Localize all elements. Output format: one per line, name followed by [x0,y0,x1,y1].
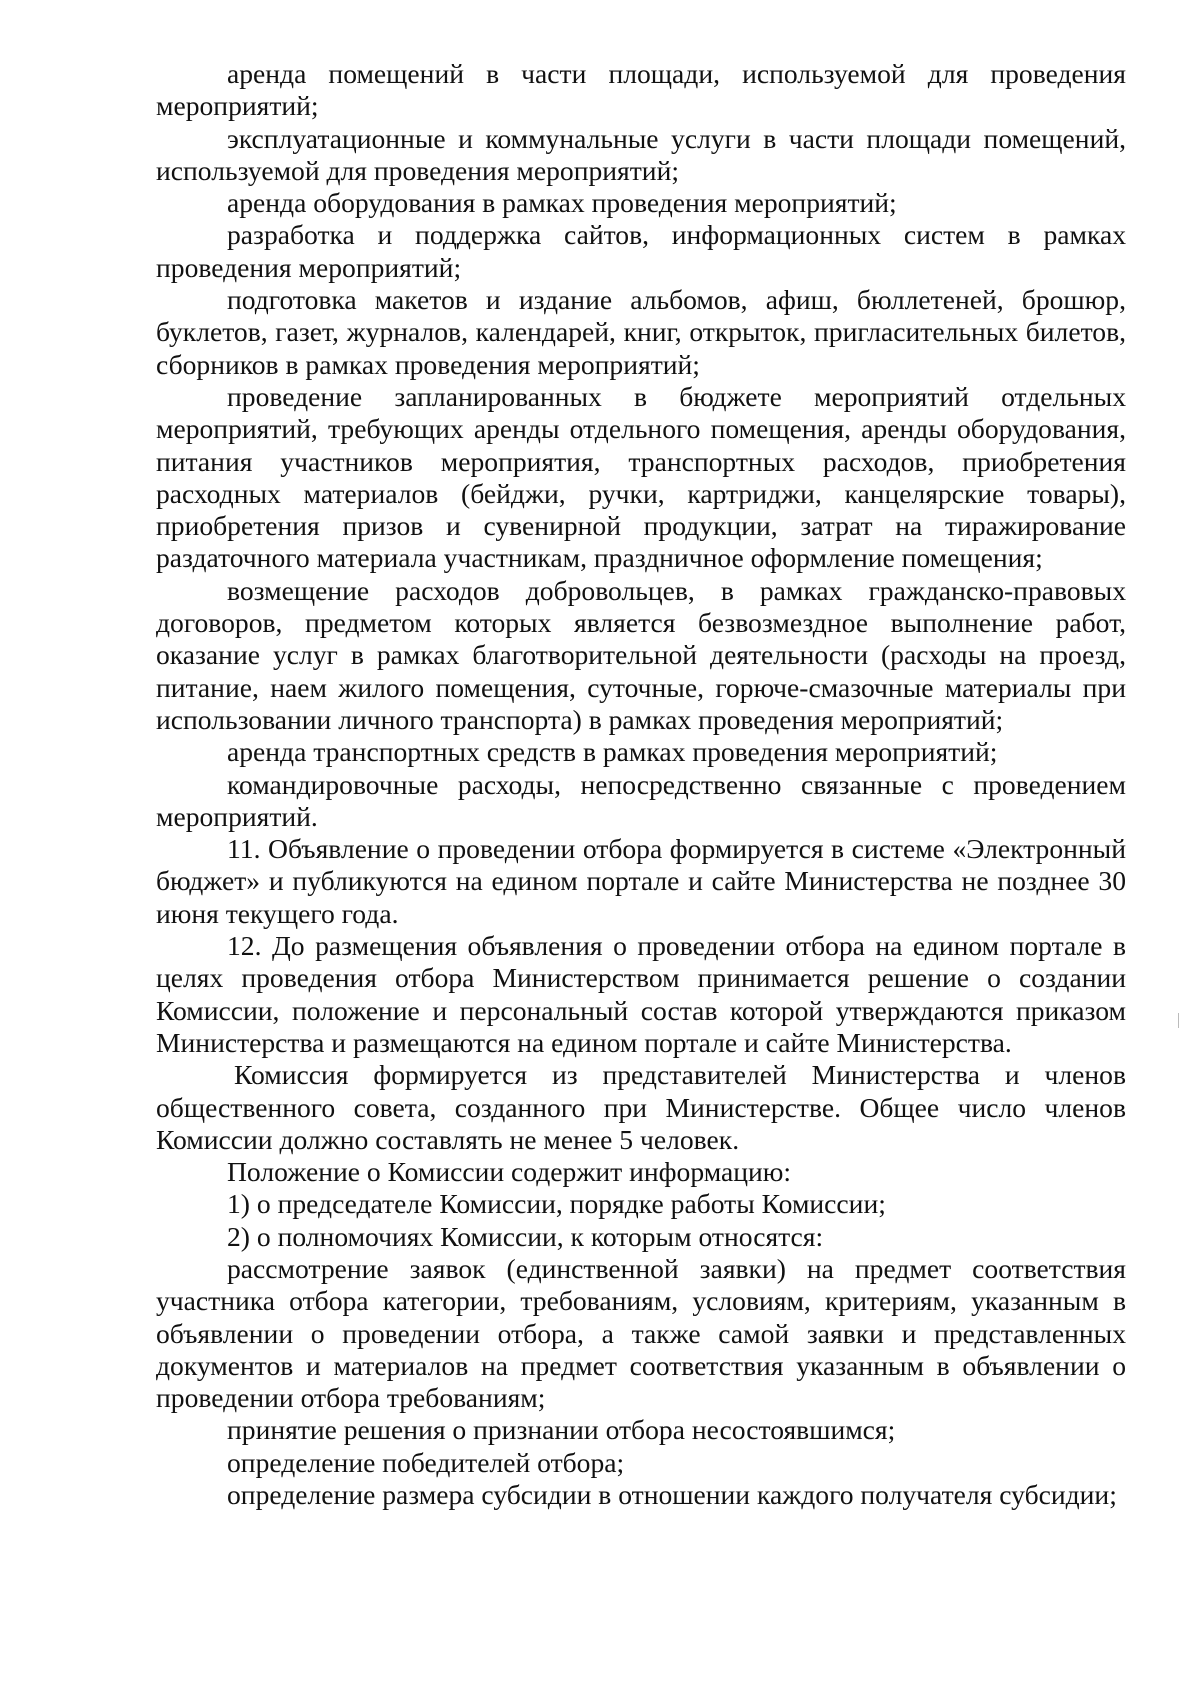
paragraph-commission-composition: Комиссия формируется из представителей Министерства и членов общественного совета, созданного при Министерстве. Общее число членов Комиссии должно составлять не менее 5 человек. [156,1059,1126,1155]
paragraph-chairman: 1) о председателе Комиссии, порядке работы Комиссии; [227,1188,886,1220]
paragraph-failed-selection: принятие решения о признании отбора несостоявшимся; [227,1414,896,1446]
paragraph-websites: разработка и поддержка сайтов, информационных систем в рамках проведения мероприятий; [156,219,1126,283]
paragraph-volunteer-expenses: возмещение расходов добровольцев, в рамках гражданско-правовых договоров, предметом которых является безвозмездное выполнение работ, оказание услуг в рамках благотворительной деятельности (расходы на проезд, питание, наем жилого помещения, суточные, горюче-смазочные материалы при использовании личного транспорта) в рамках проведения мероприятий; [156,574,1126,735]
scan-margin-mark [1178,1013,1179,1028]
paragraph-subsidy-amount: определение размера субсидии в отношении каждого получателя субсидии; [227,1479,1117,1511]
paragraph-vehicle-rent: аренда транспортных средств в рамках проведения мероприятий; [227,736,998,768]
paragraph-winners: определение победителей отбора; [227,1446,625,1478]
paragraph-rent-premises: аренда помещений в части площади, используемой для проведения мероприятий; [156,58,1126,122]
paragraph-planned-events: проведение запланированных в бюджете мероприятий отдельных мероприятий, требующих аренды отдельного помещения, аренды оборудования, питания участников мероприятия, транспортных расходов, приобретения расходных материалов (бейджи, ручки, картриджи, канцелярские товары), приобретения призов и сувенирной продукции, затрат на тиражирование раздаточного материала участникам, праздничное оформление помещения; [156,380,1126,574]
paragraph-clause-12: 12. До размещения объявления о проведении отбора на едином портале в целях проведения отбора Министерством принимается решение о создании Комиссии, положение и персональный состав которой утверждаются приказом Министерства и размещаются на едином портале и сайте Министерства. [156,930,1126,1058]
paragraph-printing: подготовка макетов и издание альбомов, афиш, бюллетеней, брошюр, буклетов, газет, журналов, календарей, книг, открыток, пригласительных билетов, сборников в рамках проведения мероприятий; [156,284,1126,380]
paragraph-utilities: эксплуатационные и коммунальные услуги в части площади помещений, используемой для проведения мероприятий; [156,122,1126,186]
paragraph-review-applications: рассмотрение заявок (единственной заявки) на предмет соответствия участника отбора категории, требованиям, условиям, критериям, указанным в объявлении о проведении отбора, а также самой заявки и представленных документов и материалов на предмет соответствия указанным в объявлении о проведении отбора требованиям; [156,1252,1126,1414]
paragraph-clause-11: 11. Объявление о проведении отбора формируется в системе «Электронный бюджет» и публикуются на едином портале и сайте Министерства не позднее 30 июня текущего года. [156,833,1126,929]
document-body [156,58,1126,1511]
paragraph-powers: 2) о полномочиях Комиссии, к которым относятся: [227,1220,824,1252]
paragraph-commission-regulation: Положение о Комиссии содержит информацию: [227,1156,792,1188]
paragraph-equipment-rent: аренда оборудования в рамках проведения мероприятий; [227,187,897,219]
paragraph-travel-expenses: командировочные расходы, непосредственно связанные с проведением мероприятий. [156,768,1126,832]
